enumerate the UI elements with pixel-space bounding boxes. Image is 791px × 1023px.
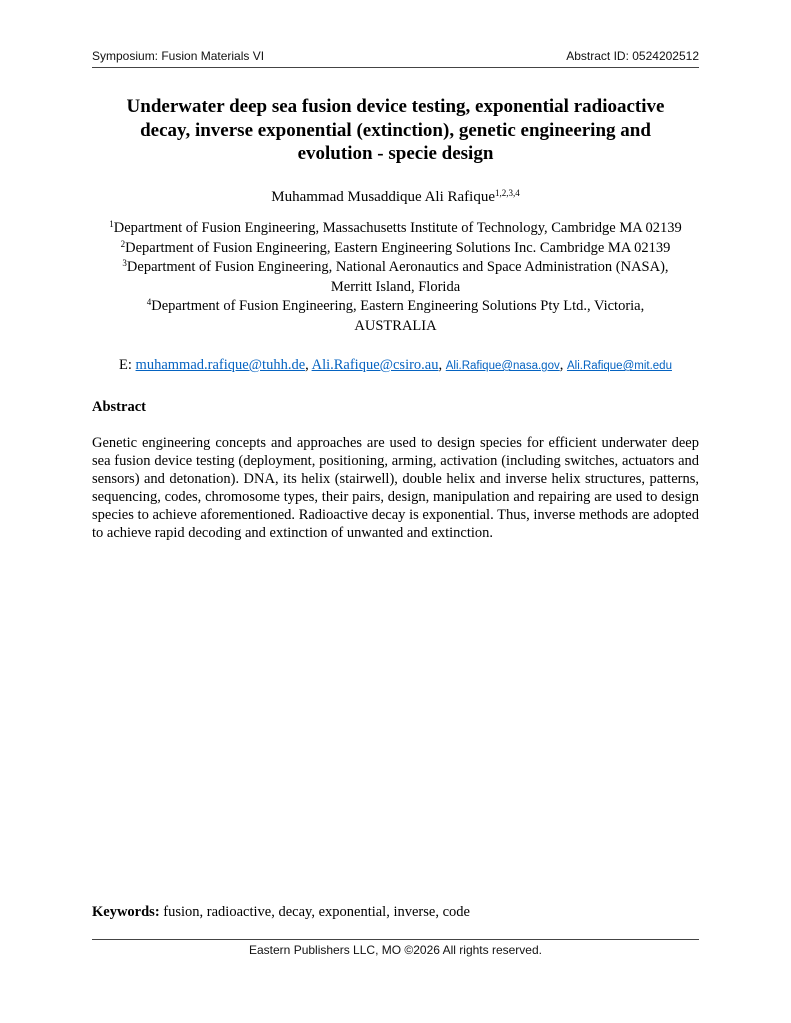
affiliation-3-cont: Merritt Island, Florida	[330, 278, 461, 295]
author-line	[92, 188, 699, 206]
author-name: Muhammad Musaddique Ali Rafique	[271, 189, 495, 205]
email-link-tuhh[interactable]: muhammad.rafique@tuhh.de	[135, 357, 306, 373]
email-label: E:	[119, 357, 132, 373]
page-footer: Eastern Publishers LLC, MO ©2026 All rights reserved.	[249, 943, 542, 957]
affiliation-4: $^4$Department of Fusion Engineering, Eastern Engineering Solutions Pty Ltd., Victoria,	[146, 297, 645, 314]
paper-title	[92, 95, 699, 166]
affiliations	[86, 219, 705, 336]
header-abstract-id: Abstract ID: 0524202512	[566, 49, 699, 63]
title-line-1: Underwater deep sea fusion device testing, exponential radioactive	[126, 96, 665, 117]
affiliation-3: $^3$Department of Fusion Engineering, National Aeronautics and Space Administration (NASA),	[122, 258, 669, 275]
header-rule	[92, 67, 699, 68]
abstract-body: Genetic engineering concepts and approaches are used to design species for efficient underwater deep sea fusion device testing (deployment, positioning, arming, activation (including switches, actuators and sensors) and detonation). DNA, its helix (stairwell), double helix and inverse helix structures, patterns, sequencing, codes, chromosome types, their pairs, design, manipulation and repairing are used to design species to achieve aforementioned. Radioactive decay is exponential. Thus, inverse methods are adopted to achieve rapid decoding and extinction of unwanted and extinction.	[92, 435, 699, 541]
email-link-csiro[interactable]: Ali.Rafique@csiro.au	[311, 357, 439, 373]
keywords-label: Keywords:	[92, 904, 160, 920]
title-line-2: decay, inverse exponential (extinction), genetic engineering and	[140, 119, 651, 141]
page-header	[92, 49, 699, 66]
email-link-nasa[interactable]: Ali.Rafique@nasa.gov	[445, 360, 560, 372]
header-symposium: Symposium: Fusion Materials VI	[92, 49, 265, 63]
affiliation-4-cont: AUSTRALIA	[354, 317, 437, 334]
title-line-3: evolution - specie design	[297, 143, 494, 164]
affiliation-2: $^2$Department of Fusion Engineering, Eastern Engineering Solutions Inc. Cambridge MA 02139	[120, 238, 671, 256]
abstract-heading: Abstract	[92, 399, 146, 415]
footer-rule	[92, 939, 699, 940]
keywords-line	[92, 904, 470, 921]
email-line: E: muhammad.rafique@tuhh.de, Ali.Rafique@csiro.au, Ali.Rafique@nasa.gov, Ali.Rafique@mit.edu	[119, 357, 672, 373]
email-link-mit[interactable]: Ali.Rafique@mit.edu	[566, 360, 672, 372]
author-superscript: 1,2,3,4	[494, 188, 520, 198]
affiliation-1: $^1$Department of Fusion Engineering, Massachusetts Institute of Technology, Cambridge MA 02139	[109, 219, 682, 236]
keywords-text: fusion, radioactive, decay, exponential, inverse, code	[163, 904, 470, 920]
